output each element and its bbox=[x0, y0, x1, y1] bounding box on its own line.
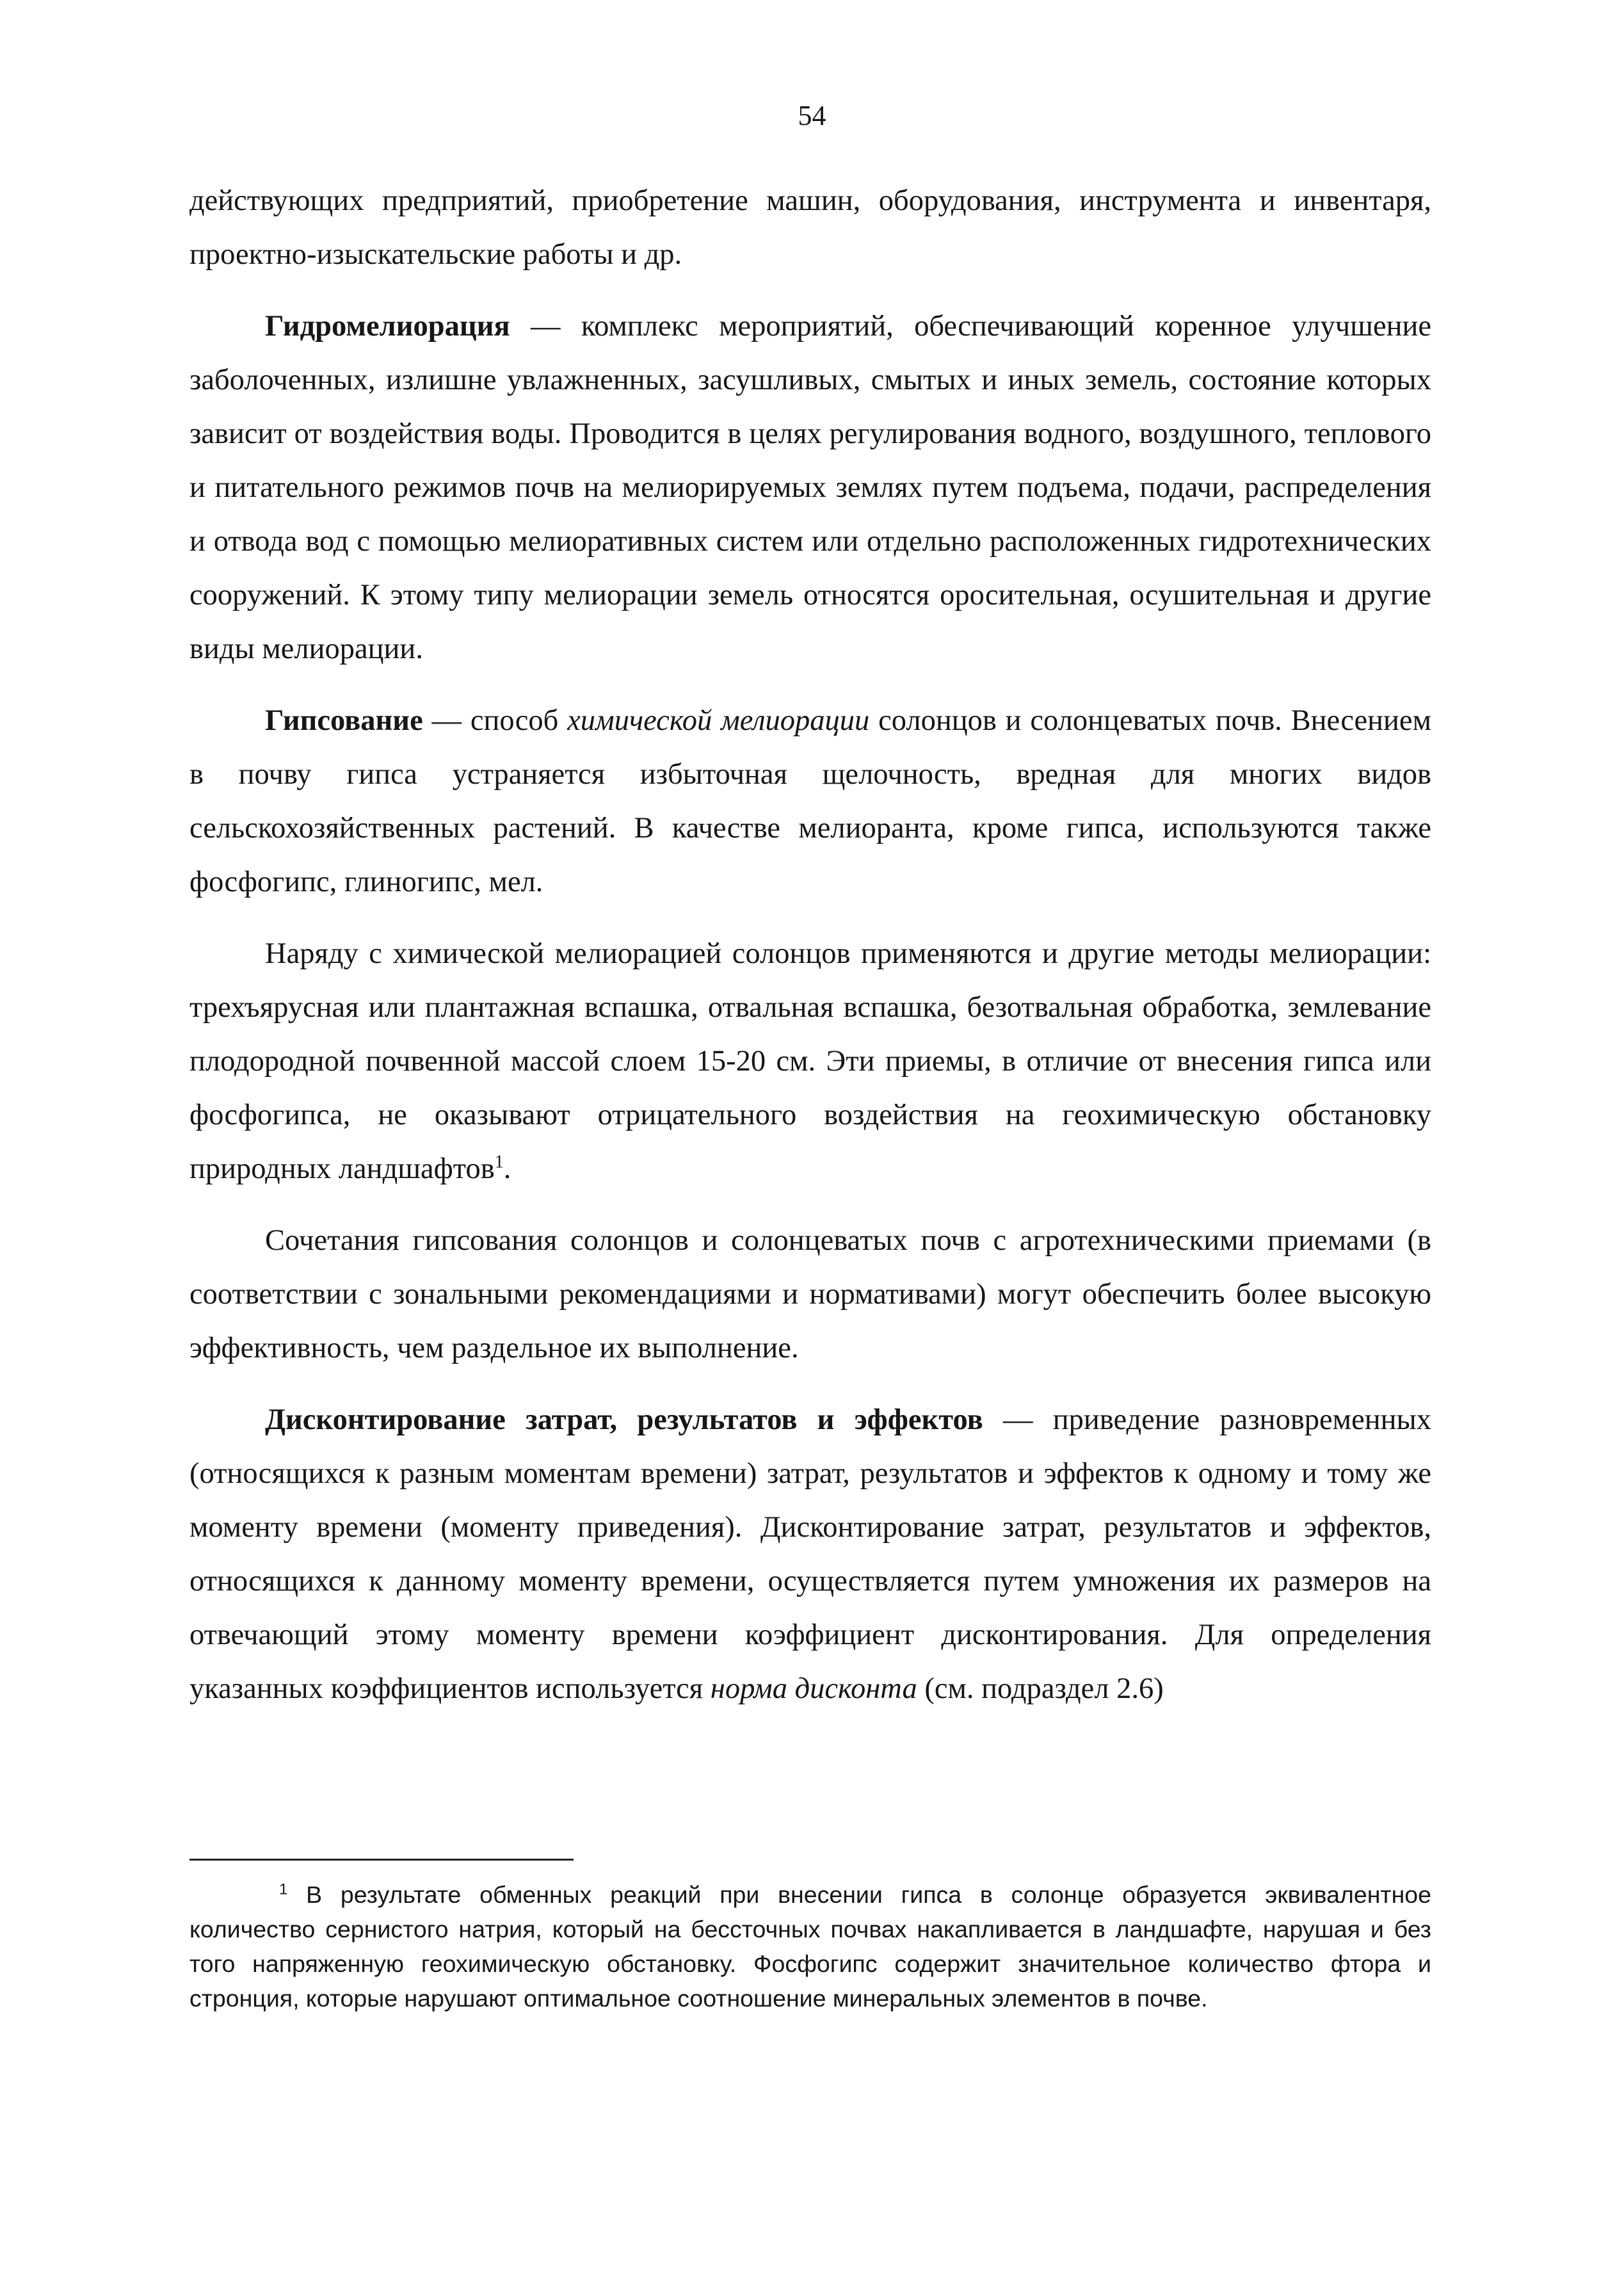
footnote-marker: 1 bbox=[279, 1880, 288, 1898]
paragraph-hydromelioration bbox=[189, 300, 1431, 676]
footnote-separator bbox=[189, 1859, 574, 1861]
paragraph-text: Сочетания гипсования солонцов и солонцеватых почв с агротехническими приемами (в соответствии с зональными рекомендациями и нормативами) могут обеспечить более высокую эффективность, чем раздельное их выполнение. bbox=[189, 1224, 1431, 1364]
paragraph-text: — приведение разновременных (относящихся к разным моментам времени) затрат, результатов и эффектов к одному и тому же моменту времени (моменту приведения). Дисконтирование затрат, результатов и эффектов, относящихся к данному моменту времени, осуществляется путем умножения их размеров на отвечающий этому моменту времени коэффициент дисконтирования. Для определения указанных коэффициентов используется bbox=[189, 1403, 1431, 1705]
paragraph-continuation bbox=[189, 174, 1431, 282]
paragraph-text: (см. подраздел 2.6) bbox=[917, 1672, 1164, 1705]
term-hydromelioration: Гидромелиорация bbox=[265, 310, 510, 343]
footnote-text: В результате обменных реакций при внесении гипса в солонце образуется эквивалентное количество сернистого натрия, который на бессточных почвах накапливается в ландшафте, нарушая и без того напряженную геохимическую обстановку. Фосфогипс содержит значительное количество фтора и стронция, которые нарушают оптимальное соотношение минеральных элементов в почве. bbox=[189, 1881, 1431, 2012]
footnote-reference[interactable]: 1 bbox=[494, 1152, 504, 1172]
paragraph-gypsum bbox=[189, 694, 1431, 909]
paragraph-discounting bbox=[189, 1393, 1431, 1716]
paragraph-text: действующих предприятий, приобретение машин, оборудования, инструмента и инвентаря, проектно-изыскательские работы и др. bbox=[189, 184, 1431, 271]
paragraph-text-end: . bbox=[503, 1152, 511, 1185]
paragraph-text: — способ bbox=[422, 704, 568, 737]
paragraph-text: Наряду с химической мелиорацией солонцов применяются и другие методы мелиорации: трехъярусная или плантажная вспашка, отвальная вспашка, безотвальная обработка, землевание плодородной почвенной массой слоем 15-20 см. Эти приемы, в отличие от внесения гипса или фосфогипса, не оказывают отрицательного воздействия на геохимическую обстановку природных ландшафтов bbox=[189, 937, 1431, 1185]
emphasis-discount-rate: норма дисконта bbox=[710, 1672, 917, 1705]
footnote bbox=[189, 1877, 1431, 2016]
emphasis-chemical-melioration: химической мелиорации bbox=[567, 704, 870, 737]
page-body bbox=[189, 174, 1431, 1734]
term-gypsum: Гипсование bbox=[265, 704, 423, 737]
paragraph-combination bbox=[189, 1214, 1431, 1375]
paragraph-other-methods bbox=[189, 927, 1431, 1196]
paragraph-text: солонцов и солонцеватых почв. Внесением в почву гипса устраняется избыточная щелочность, вредная для многих видов сельскохозяйственных растений. В качестве мелиоранта, кроме гипса, используются также фосфогипс, глиногипс, мел. bbox=[189, 704, 1431, 898]
page-number: 54 bbox=[798, 100, 826, 131]
paragraph-text: — комплекс мероприятий, обеспечивающий коренное улучшение заболоченных, излишне увлажненных, засушливых, смытых и иных земель, состояние которых зависит от воздействия воды. Проводится в целях регулирования водного, воздушного, теплового и питательного режимов почв на мелиорируемых землях путем подъема, подачи, распределения и отвода вод с помощью мелиоративных систем или отдельно расположенных гидротехнических сооружений. К этому типу мелиорации земель относятся оросительная, осушительная и другие виды мелиорации. bbox=[189, 310, 1431, 665]
term-discounting: Дисконтирование затрат, результатов и эффектов bbox=[265, 1403, 983, 1436]
